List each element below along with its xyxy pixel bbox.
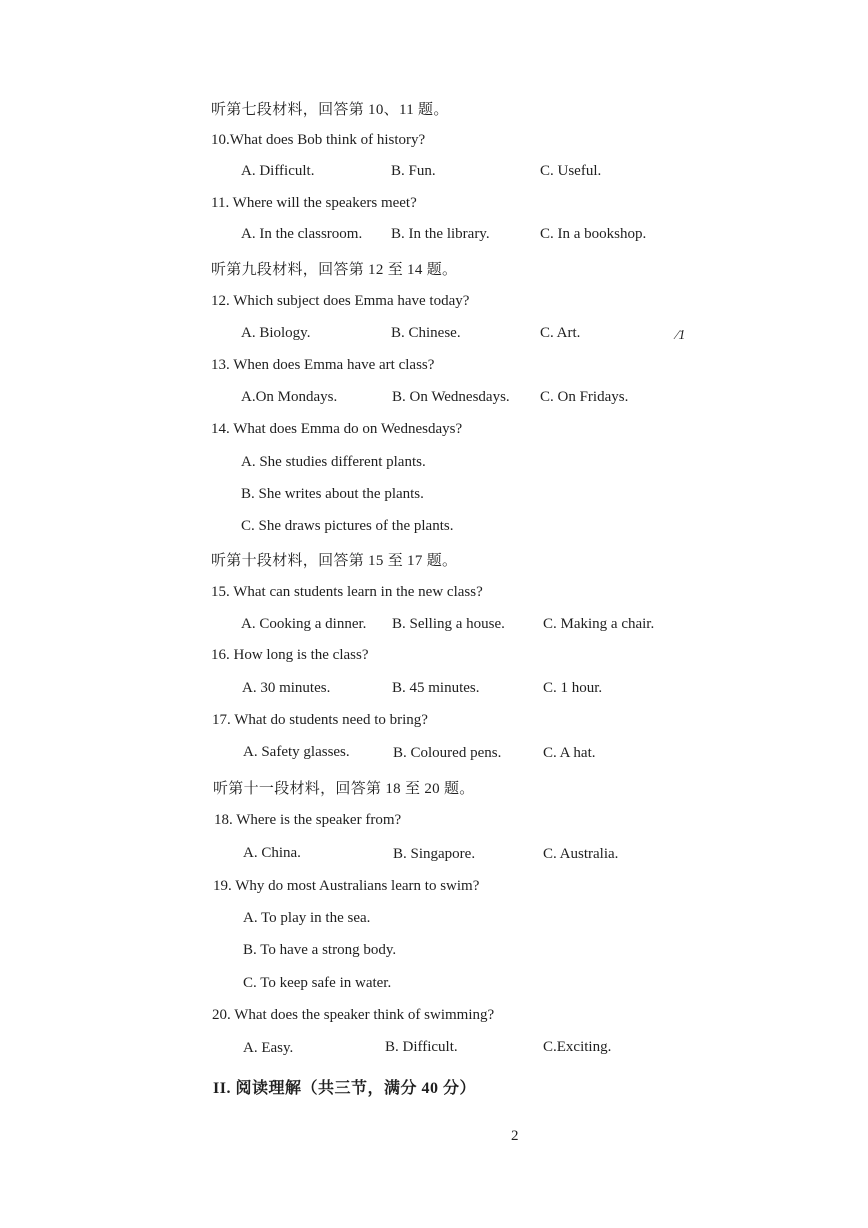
section-header-9: 听第九段材料，回答第 12 至 14 题。: [211, 262, 458, 278]
q16-option-b: B. 45 minutes.: [392, 680, 480, 696]
section-header-11: 听第十一段材料，回答第 18 至 20 题。: [213, 781, 475, 797]
q13-option-a: A.On Mondays.: [241, 389, 338, 405]
q10-option-b: B. Fun.: [391, 163, 436, 179]
q18-option-b: B. Singapore.: [393, 846, 476, 862]
page-number: 2: [511, 1128, 519, 1144]
q19-option-b: B. To have a strong body.: [243, 942, 397, 958]
question-20: 20. What does the speaker think of swimming?: [212, 1007, 495, 1023]
question-19: 19. Why do most Australians learn to swim?: [213, 878, 480, 894]
question-15: 15. What can students learn in the new class?: [211, 584, 483, 600]
question-11: 11. Where will the speakers meet?: [211, 195, 417, 211]
q16-option-a: A. 30 minutes.: [242, 680, 331, 696]
q18-option-c: C. Australia.: [543, 846, 619, 862]
q14-option-c: C. She draws pictures of the plants.: [241, 518, 454, 534]
question-17: 17. What do students need to bring?: [212, 712, 428, 728]
section-header-7: 听第七段材料，回答第 10、11 题。: [211, 102, 449, 118]
q17-option-b: B. Coloured pens.: [393, 745, 502, 761]
q18-option-a: A. China.: [243, 845, 301, 861]
q20-option-a: A. Easy.: [243, 1040, 294, 1056]
q20-option-b: B. Difficult.: [385, 1039, 458, 1055]
q14-option-a: A. She studies different plants.: [241, 454, 426, 470]
question-16: 16. How long is the class?: [211, 647, 369, 663]
q10-option-c: C. Useful.: [540, 163, 602, 179]
q11-option-b: B. In the library.: [391, 226, 490, 242]
question-12: 12. Which subject does Emma have today?: [211, 293, 470, 309]
q13-option-c: C. On Fridays.: [540, 389, 629, 405]
q12-option-b: B. Chinese.: [391, 325, 461, 341]
q19-option-a: A. To play in the sea.: [243, 910, 371, 926]
section-title-reading: II. 阅读理解（共三节，满分 40 分）: [213, 1080, 476, 1097]
q20-option-c: C.Exciting.: [543, 1039, 612, 1055]
section-header-10: 听第十段材料，回答第 15 至 17 题。: [211, 553, 458, 569]
question-13: 13. When does Emma have art class?: [211, 357, 435, 373]
q16-option-c: C. 1 hour.: [543, 680, 603, 696]
question-18: 18. Where is the speaker from?: [214, 812, 402, 828]
q12-option-a: A. Biology.: [241, 325, 311, 341]
q17-option-c: C. A hat.: [543, 745, 596, 761]
handwritten-mark: ⁄1: [676, 328, 686, 343]
q15-option-a: A. Cooking a dinner.: [241, 616, 367, 632]
q15-option-b: B. Selling a house.: [392, 616, 505, 632]
q13-option-b: B. On Wednesdays.: [392, 389, 510, 405]
q19-option-c: C. To keep safe in water.: [243, 975, 392, 991]
q17-option-a: A. Safety glasses.: [243, 744, 350, 760]
question-14: 14. What does Emma do on Wednesdays?: [211, 421, 463, 437]
q11-option-c: C. In a bookshop.: [540, 226, 647, 242]
q12-option-c: C. Art.: [540, 325, 581, 341]
question-10: 10.What does Bob think of history?: [211, 132, 426, 148]
q15-option-c: C. Making a chair.: [543, 616, 655, 632]
q14-option-b: B. She writes about the plants.: [241, 486, 424, 502]
q10-option-a: A. Difficult.: [241, 163, 315, 179]
q11-option-a: A. In the classroom.: [241, 226, 363, 242]
